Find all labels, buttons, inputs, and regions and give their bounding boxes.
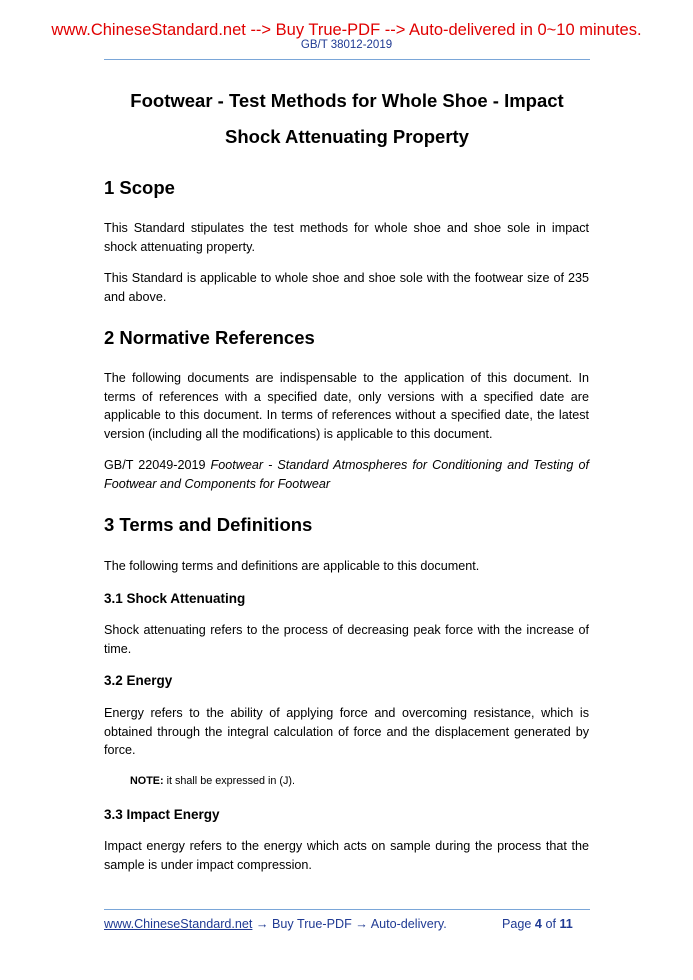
footer-delivery-text: Auto-delivery.: [370, 917, 447, 931]
scope-paragraph-2: This Standard is applicable to whole shoe and shoe sole with the footwear size of 235 and above.: [104, 271, 589, 304]
footer-buy-link[interactable]: Buy True-PDF: [272, 917, 352, 931]
normative-reference-item: [104, 456, 589, 493]
normative-paragraph: The following documents are indispensable to the application of this document. In terms of references with a specified date, only versions with a specified date are applicable to this document. In terms of references without a specified date, the latest version (including all the modifications) is applicable to this document.: [104, 371, 589, 441]
page-indicator: [502, 916, 590, 932]
footer-site-link[interactable]: www.ChineseStandard.net: [104, 917, 253, 931]
reference-title: Footwear - Standard Atmospheres for Conditioning and Testing of Footwear and Components for Footwear: [104, 458, 590, 491]
footer-divider: [104, 909, 590, 910]
term-heading-shock-attenuating: 3.1 Shock Attenuating: [104, 591, 246, 606]
document-title-line-1: Footwear - Test Methods for Whole Shoe - Impact: [130, 90, 564, 111]
term-text-shock-attenuating: Shock attenuating refers to the process of decreasing peak force with the increase of time.: [104, 623, 589, 656]
page-total: 11: [559, 917, 573, 931]
section-heading-terms: 3 Terms and Definitions: [104, 514, 313, 535]
energy-note: [130, 774, 295, 788]
footer-links: [104, 916, 447, 932]
scope-paragraph-1: This Standard stipulates the test methods for whole shoe and shoe sole in impact shock attenuating property.: [104, 221, 589, 254]
section-heading-normative-references: 2 Normative References: [104, 327, 315, 348]
term-heading-impact-energy: 3.3 Impact Energy: [104, 807, 220, 822]
reference-code: GB/T 22049-2019: [104, 458, 206, 472]
page-label: Page: [502, 917, 532, 931]
document-title-line-2: Shock Attenuating Property: [225, 126, 469, 147]
header-divider: [104, 59, 590, 60]
note-label: NOTE:: [130, 775, 164, 787]
standard-number: GB/T 38012-2019: [300, 39, 393, 51]
note-text: it shall be expressed in (J).: [166, 775, 296, 787]
page-current: 4: [534, 917, 542, 931]
arrow-icon: →: [255, 917, 269, 931]
terms-intro: The following terms and definitions are applicable to this document.: [104, 559, 480, 573]
term-text-energy: Energy refers to the ability of applying force and overcoming resistance, which is obtained through the integral calculation of force and the displacement generated by force.: [104, 706, 589, 757]
term-text-impact-energy: Impact energy refers to the energy which acts on sample during the process that the sample is under impact compression.: [104, 839, 589, 872]
top-banner[interactable]: www.ChineseStandard.net --> Buy True-PDF --> Auto-delivered in 0~10 minutes.: [51, 21, 642, 39]
term-heading-energy: 3.2 Energy: [104, 673, 173, 688]
arrow-icon: →: [355, 917, 368, 931]
section-heading-scope: 1 Scope: [104, 177, 175, 198]
page-of: of: [545, 917, 556, 931]
